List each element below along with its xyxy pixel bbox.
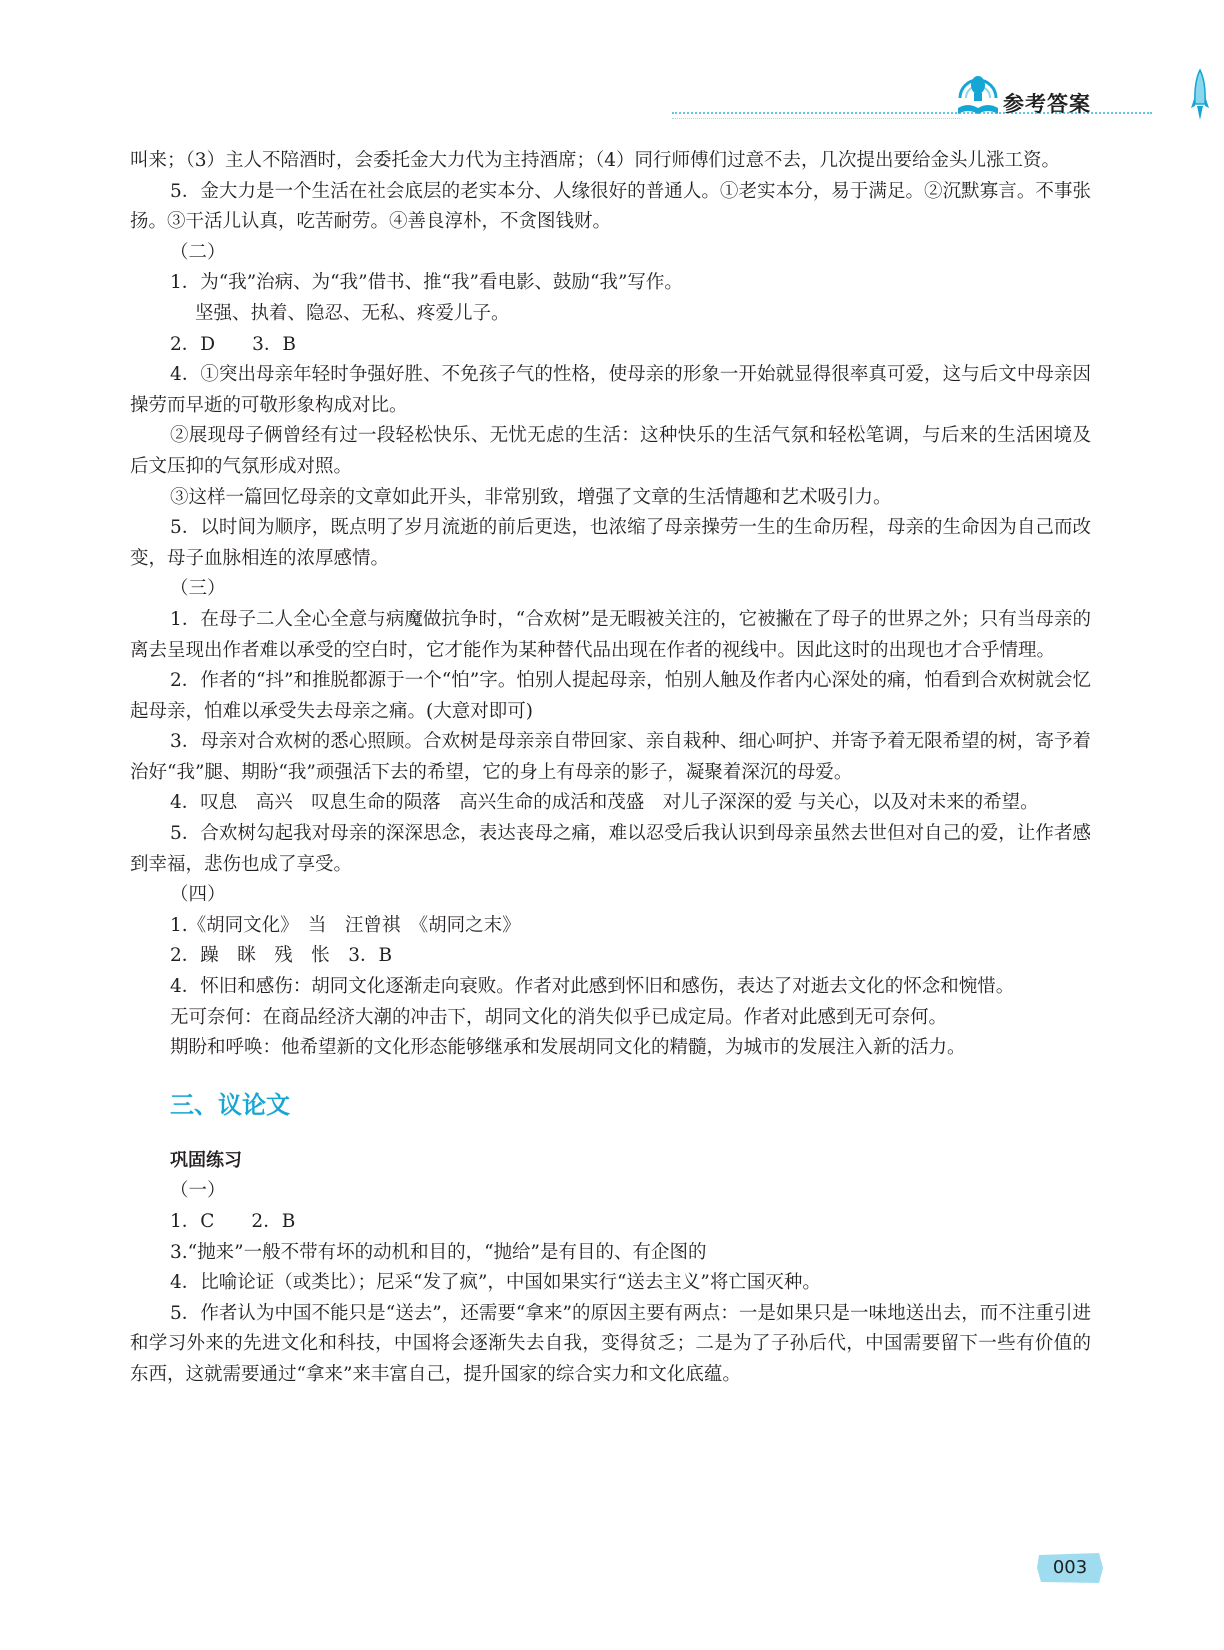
section-heading: 三、议论文 xyxy=(170,1090,290,1119)
answer-line: 1．为“我”治病、为“我”借书、推“我”看电影、鼓励“我”写作。 xyxy=(170,272,683,294)
answer-line: 2．作者的“抖”和推脱都源于一个“怕”字。怕别人提起母亲，怕别人触及作者内心深处的痛，怕看到合欢树就会忆起母亲，怕难以承受失去母亲之痛。(大意对即可) xyxy=(130,670,1091,722)
answer-line: ③这样一篇回忆母亲的文章如此开头，非常别致，增强了文章的生活情趣和艺术吸引力。 xyxy=(170,486,892,508)
answer-line: 4．怀旧和感伤：胡同文化逐渐走向衰败。作者对此感到怀旧和感伤，表达了对逝去文化的怀念和惋惜。 xyxy=(170,976,1015,998)
answer-line: 1．在母子二人全心全意与病魔做抗争时，“合欢树”是无暇被关注的，它被撇在了母子的世界之外；只有当母亲的离去呈现出作者难以承受的空白时，它才能作为某种替代品出现在作者的视线中。因此这时的出现也才合乎情理。 xyxy=(130,608,1091,661)
answer-line: 4．①突出母亲年轻时争强好胜、不免孩子气的性格，使母亲的形象一开始就显得很率真可爱，这与后文中母亲因操劳而早逝的可敬形象构成对比。 xyxy=(130,364,1091,416)
answer-line: 坚强、执着、隐忍、无私、疼爱儿子。 xyxy=(195,302,510,324)
answer-line: 5．金大力是一个生活在社会底层的老实本分、人缘很好的普通人。①老实本分，易于满足。②沉默寡言。不事张扬。③干活儿认真，吃苦耐劳。④善良淳朴，不贪图钱财。 xyxy=(130,180,1091,233)
answer-line: （一） xyxy=(170,1180,226,1202)
header-title: 参考答案 xyxy=(1003,92,1091,116)
answer-line: 2．D 3．B xyxy=(170,333,296,355)
lightbulb-book-icon xyxy=(956,58,1000,120)
answer-line: 3.“抛来”一般不带有坏的动机和目的，“抛给”是有目的、有企图的 xyxy=(170,1241,707,1263)
subheading: 巩固练习 xyxy=(170,1149,242,1171)
answer-list-part-2 xyxy=(130,1176,1091,1390)
answer-line: 3．母亲对合欢树的悉心照顾。合欢树是母亲亲自带回家、亲自栽种、细心呵护、并寄予着无限希望的树，寄予着治好“我”腿、期盼“我”顽强活下去的希望，它的身上有母亲的影子，凝聚着深沉的母爱。 xyxy=(130,731,1091,783)
page-number-badge xyxy=(1037,1551,1103,1585)
answer-line: 期盼和呼唤：他希望新的文化形态能够继承和发展胡同文化的精髓，为城市的发展注入新的活力。 xyxy=(170,1037,966,1059)
answer-line: 5．合欢树勾起我对母亲的深深思念，表达丧母之痛，难以忍受后我认识到母亲虽然去世但对自己的爱，让作者感到幸福，悲伤也成了享受。 xyxy=(130,823,1091,875)
answer-line: 1．C 2．B xyxy=(170,1211,296,1232)
answer-list-part-1 xyxy=(130,146,1091,1064)
answer-line: 叫来；（3）主人不陪酒时，会委托金大力代为主持酒席；（4）同行师傅们过意不去，几次提出要给金头儿涨工资。 xyxy=(130,150,1061,171)
rocket-icon xyxy=(1190,68,1210,124)
answer-line: ②展现母子俩曾经有过一段轻松快乐、无忧无虑的生活：这种快乐的生活气氛和轻松笔调，与后来的生活困境及后文压抑的气氛形成对照。 xyxy=(130,425,1091,477)
page-number: 003 xyxy=(1052,1557,1088,1578)
answer-line: 5．以时间为顺序，既点明了岁月流逝的前后更迭，也浓缩了母亲操劳一生的生命历程，母亲的生命因为自己而改变，母子血脉相连的浓厚感情。 xyxy=(130,517,1091,569)
answer-line: 1.《胡同文化》 当 汪曾祺 《胡同之末》 xyxy=(170,914,521,936)
answer-line: 5．作者认为中国不能只是“送去”，还需要“拿来”的原因主要有两点：一是如果只是一味地送出去，而不注重引进和学习外来的先进文化和科技，中国将会逐渐失去自我，变得贫乏；二是为了子孙后代，中国需要留下一些有价值的东西，这就需要通过“拿来”来丰富自己，提升国家的综合实力和文化底蕴。 xyxy=(130,1302,1091,1385)
page-header xyxy=(0,58,1224,128)
answer-line: （三） xyxy=(170,578,226,600)
header-dotted-line-thin xyxy=(672,118,962,119)
answer-line: 无可奈何：在商品经济大潮的冲击下，胡同文化的消失似乎已成定局。作者对此感到无可奈何。 xyxy=(170,1006,948,1028)
answer-line: （四） xyxy=(170,884,226,906)
answer-line: 4．叹息 高兴 叹息生命的陨落 高兴生命的成活和茂盛 对儿子深深的爱 与关心，以及对未来的希望。 xyxy=(170,792,1039,814)
answer-line: 4．比喻论证（或类比）；尼采“发了疯”，中国如果实行“送去主义”将亡国灭种。 xyxy=(170,1272,821,1294)
answer-line: （二） xyxy=(170,241,226,263)
answer-line: 2．躁 眯 残 怅 3．B xyxy=(170,945,393,967)
answer-content xyxy=(130,146,1091,1391)
